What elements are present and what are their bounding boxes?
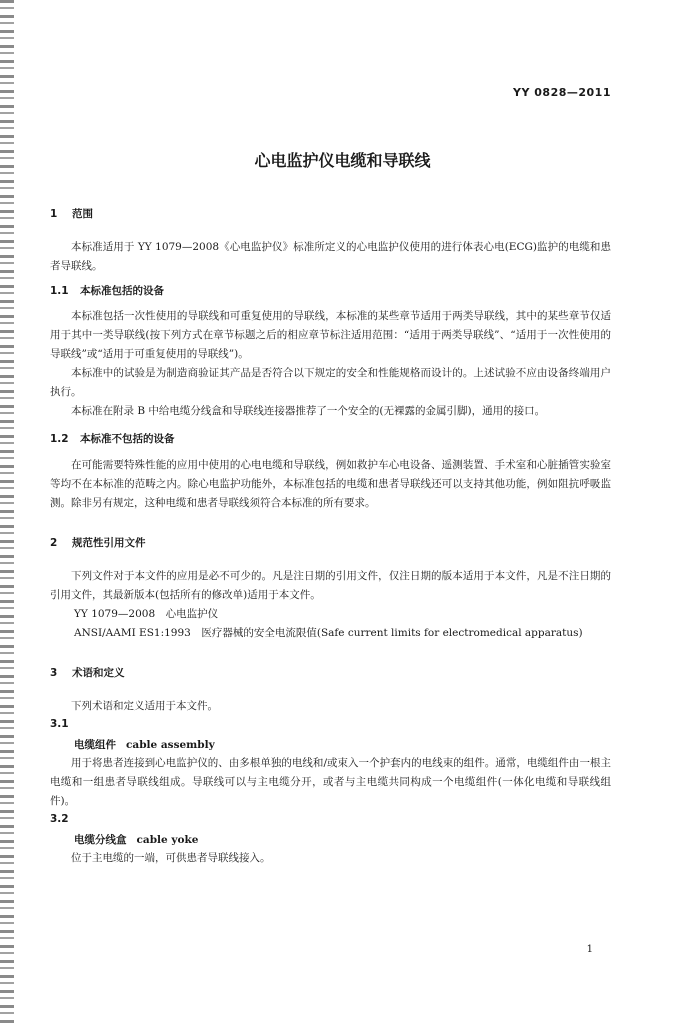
term-number: 3.1 xyxy=(50,718,69,730)
section-title: 范围 xyxy=(72,208,93,220)
section-number: 1.2 xyxy=(50,433,69,445)
paragraph: 本标准包括一次性使用的导联线和可重复使用的导联线，本标准的某些章节适用于两类导联线，其中的某些章节仅适用于其中一类导联线(按下列方式在章节标题之后的相应章节标注适用范围：“适用于两类导联线”、“适用于一次性使用的导联线”或“适用于可重复使用的导联线”)。 xyxy=(50,310,611,360)
section-1-heading xyxy=(50,206,611,222)
section-1-2-heading xyxy=(50,431,611,447)
paragraph: 在可能需要特殊性能的应用中使用的心电电缆和导联线，例如救护车心电设备、遥测装置、手术室和心脏插管实验室等均不在本标准的范畴之内。除心电监护功能外，本标准包括的电缆和患者导联线还可以支持其他功能，例如阻抗呼吸监测。除非另有规定，这种电缆和患者导联线须符合本标准的所有要求。 xyxy=(50,459,611,509)
term-en: cable yoke xyxy=(136,834,199,846)
reference-item: ANSI/AAMI ES1:1993 医疗器械的安全电流限值(Safe current limits for electromedical apparatus) xyxy=(74,627,583,639)
paragraph: 本标准中的试验是为制造商验证其产品是否符合以下规定的安全和性能规格而设计的。上述试验不应由设备终端用户执行。 xyxy=(50,367,611,398)
paragraph: 本标准在附录 B 中给电缆分线盒和导联线连接器推荐了一个安全的(无裸露的金属引脚)，通用的接口。 xyxy=(71,405,546,417)
document-title: 心电监护仪电缆和导联线 xyxy=(254,151,431,170)
section-number: 3 xyxy=(50,667,58,679)
term-zh: 电缆组件 xyxy=(74,739,116,751)
section-title: 术语和定义 xyxy=(72,667,125,679)
section-title: 本标准不包括的设备 xyxy=(80,433,175,445)
section-number: 1 xyxy=(50,208,58,220)
section-number: 1.1 xyxy=(50,285,69,297)
reference-item: YY 1079—2008 心电监护仪 xyxy=(74,608,219,620)
term-number: 3.2 xyxy=(50,813,69,825)
section-3-heading xyxy=(50,665,611,681)
paragraph: 下列术语和定义适用于本文件。 xyxy=(71,700,218,712)
page-number: 1 xyxy=(586,944,593,955)
term-heading xyxy=(50,831,611,849)
section-title: 本标准包括的设备 xyxy=(80,285,164,297)
term-definition: 用于将患者连接到心电监护仪的、由多根单独的电线和/或束入一个护套内的电线束的组件。通常，电缆组件由一根主电缆和一组患者导联线组成。导联线可以与主电缆分开，或者与主电缆共同构成一个电缆组件(一体化电缆和导联线组件)。 xyxy=(50,757,611,807)
paragraph: 下列文件对于本文件的应用是必不可少的。凡是注日期的引用文件，仅注日期的版本适用于本文件，凡是不注日期的引用文件，其最新版本(包括所有的修改单)适用于本文件。 xyxy=(50,570,611,601)
term-en: cable assembly xyxy=(126,739,215,751)
section-1-1-heading xyxy=(50,283,611,299)
term-heading xyxy=(50,736,611,754)
term-zh: 电缆分线盒 xyxy=(74,834,127,846)
section-title: 规范性引用文件 xyxy=(72,537,146,549)
document-body xyxy=(50,206,611,868)
term-definition: 位于主电缆的一端，可供患者导联线接入。 xyxy=(71,852,271,864)
standard-code: YY 0828—2011 xyxy=(513,86,611,99)
section-2-heading xyxy=(50,535,611,551)
paragraph: 本标准适用于 YY 1079—2008《心电监护仪》标准所定义的心电监护仪使用的进行体表心电(ECG)监护的电缆和患者导联线。 xyxy=(50,241,611,272)
section-number: 2 xyxy=(50,537,58,549)
